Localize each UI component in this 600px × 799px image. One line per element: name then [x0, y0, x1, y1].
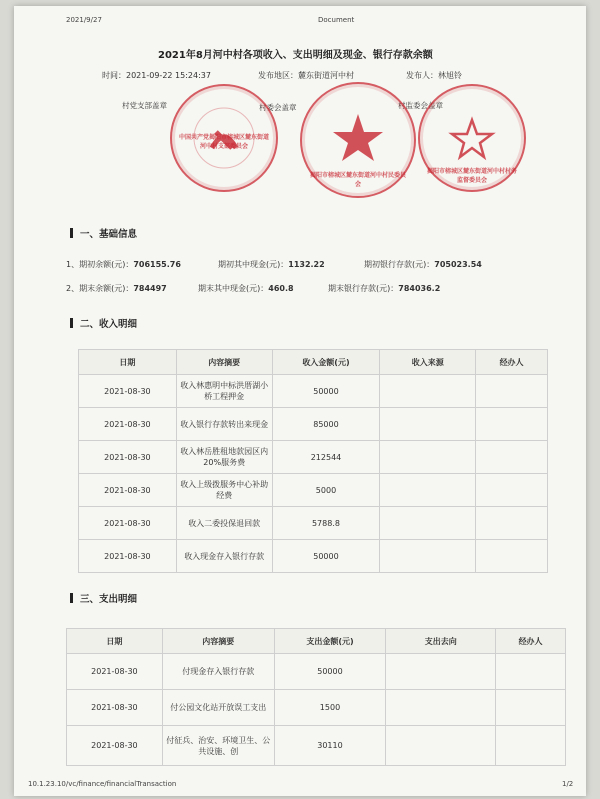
- row-handler: [476, 375, 548, 408]
- closing-cash: 期末其中现金(元)：460.8: [198, 284, 294, 293]
- print-date: 2021/9/27: [66, 16, 102, 24]
- section-marker: [70, 228, 73, 238]
- col-handler: 经办人: [476, 350, 548, 375]
- table-row: [67, 654, 566, 690]
- col-amount: 支出金额(元): [274, 629, 386, 654]
- row-source: [380, 474, 476, 507]
- row-summary: 收入上级拨服务中心补助经费: [176, 474, 272, 507]
- row-date: 2021-08-30: [79, 540, 177, 573]
- row-summary: 付征兵、治安、环境卫生、公共设施、创: [162, 726, 274, 766]
- row-handler: [476, 408, 548, 441]
- col-date: 日期: [79, 350, 177, 375]
- publisher: 发布人：林旭铃: [406, 71, 462, 80]
- table-row: [79, 408, 548, 441]
- col-amount: 收入金额(元): [272, 350, 380, 375]
- row-handler: [476, 441, 548, 474]
- table-row: [79, 540, 548, 573]
- table-row: [79, 375, 548, 408]
- row-amount: 30110: [274, 726, 386, 766]
- row-amount: 50000: [272, 540, 380, 573]
- col-destination: 支出去向: [386, 629, 496, 654]
- row-amount: 50000: [272, 375, 380, 408]
- closing-balance: 2、期末余额(元)：784497: [66, 284, 167, 293]
- row-date: 2021-08-30: [79, 408, 177, 441]
- row-date: 2021-08-30: [67, 690, 163, 726]
- section-marker: [70, 318, 73, 328]
- row-source: [380, 540, 476, 573]
- closing-bank: 期末银行存款(元)：784036.2: [328, 284, 441, 293]
- row-handler: [496, 690, 566, 726]
- table-row: [79, 441, 548, 474]
- row-date: 2021-08-30: [67, 726, 163, 766]
- row-source: [380, 441, 476, 474]
- supervisory-seal-label: 村监委会盖章: [398, 101, 443, 110]
- row-destination: [386, 726, 496, 766]
- document-label: Document: [318, 16, 355, 24]
- row-amount: 5000: [272, 474, 380, 507]
- opening-cash: 期初其中现金(元)：1132.22: [218, 260, 325, 269]
- row-source: [380, 408, 476, 441]
- party-seal-label: 村党支部盖章: [122, 101, 167, 110]
- page-title: 2021年8月河中村各项收入、支出明细及现金、银行存款余额: [158, 50, 433, 61]
- publish-time: 时间：2021-09-22 15:24:37: [102, 71, 211, 80]
- income-header-row: [79, 350, 548, 375]
- row-summary: 收入二委投保退回款: [176, 507, 272, 540]
- row-destination: [386, 690, 496, 726]
- row-summary: 收入银行存款转出来现金: [176, 408, 272, 441]
- expense-title: 三、支出明细: [80, 594, 138, 605]
- table-row: [79, 507, 548, 540]
- row-summary: 付现金存入银行存款: [162, 654, 274, 690]
- document-page: [14, 6, 586, 796]
- village-seal-label: 村委会盖章: [259, 103, 297, 112]
- table-row: [79, 474, 548, 507]
- row-source: [380, 375, 476, 408]
- row-handler: [476, 474, 548, 507]
- row-destination: [386, 654, 496, 690]
- party-stamp-text: 中国共产党揭阳市榕城区麓东街道河中村支部委员会: [178, 134, 269, 150]
- opening-balance: 1、期初余额(元)：706155.76: [66, 260, 181, 269]
- row-date: 2021-08-30: [79, 441, 177, 474]
- page-number: 1/2: [562, 780, 574, 788]
- row-amount: 1500: [274, 690, 386, 726]
- row-summary: 付公园文化站开放误工支出: [162, 690, 274, 726]
- publish-area: 发布地区：麓东街道河中村: [258, 71, 354, 80]
- footer-url: 10.1.23.10/vc/finance/financialTransaction: [28, 780, 177, 788]
- supervisory-stamp-text: 揭阳市榕城区麓东街道河中村村务监督委员会: [426, 168, 517, 184]
- opening-bank: 期初银行存款(元)：705023.54: [364, 260, 482, 269]
- col-summary: 内容摘要: [176, 350, 272, 375]
- row-handler: [496, 726, 566, 766]
- row-date: 2021-08-30: [67, 654, 163, 690]
- expense-table: [66, 628, 566, 766]
- expense-header-row: [67, 629, 566, 654]
- row-amount: 5788.8: [272, 507, 380, 540]
- row-amount: 212544: [272, 441, 380, 474]
- row-handler: [476, 540, 548, 573]
- row-source: [380, 507, 476, 540]
- row-handler: [476, 507, 548, 540]
- row-date: 2021-08-30: [79, 375, 177, 408]
- row-amount: 85000: [272, 408, 380, 441]
- income-title: 二、收入明细: [80, 319, 138, 330]
- row-summary: 收入林惠明中标洪厝湖小桥工程押金: [176, 375, 272, 408]
- row-handler: [496, 654, 566, 690]
- village-stamp: [300, 82, 416, 198]
- col-source: 收入来源: [380, 350, 476, 375]
- row-summary: 收入现金存入银行存款: [176, 540, 272, 573]
- village-stamp-text: 揭阳市榕城区麓东街道河中村民委员会: [310, 172, 407, 188]
- party-stamp: [170, 84, 278, 192]
- col-date: 日期: [67, 629, 163, 654]
- income-table: [78, 349, 548, 573]
- col-summary: 内容摘要: [162, 629, 274, 654]
- table-row: [67, 690, 566, 726]
- section-marker: [70, 593, 73, 603]
- row-amount: 50000: [274, 654, 386, 690]
- row-summary: 收入林岳胜租地款园区内20%服务费: [176, 441, 272, 474]
- row-date: 2021-08-30: [79, 474, 177, 507]
- basic-info-title: 一、基础信息: [80, 229, 138, 240]
- col-handler: 经办人: [496, 629, 566, 654]
- supervisory-stamp: [418, 84, 526, 192]
- table-row: [67, 726, 566, 766]
- row-date: 2021-08-30: [79, 507, 177, 540]
